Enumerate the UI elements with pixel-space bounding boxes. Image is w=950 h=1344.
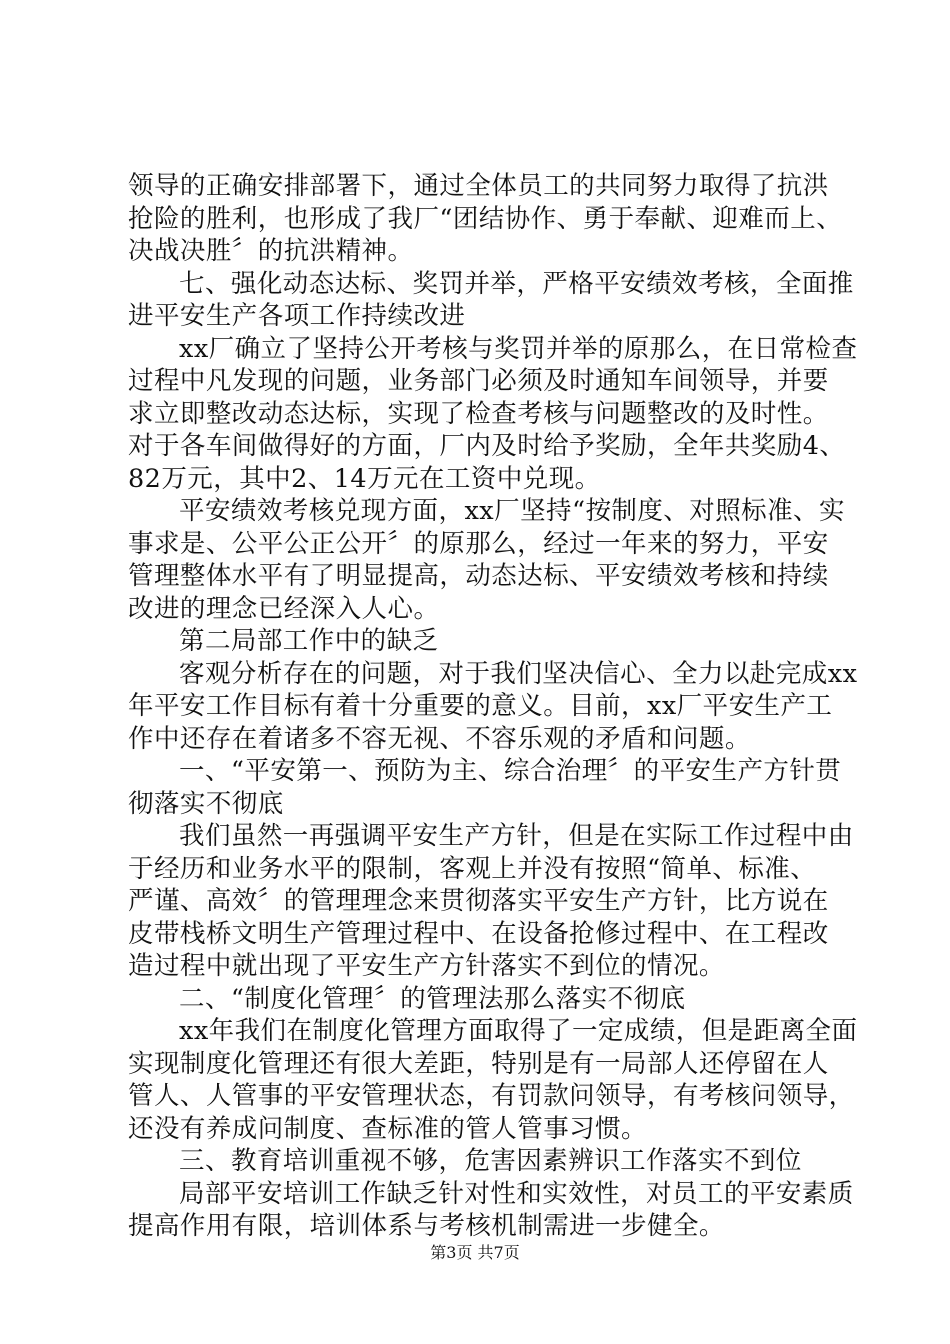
- section-heading: 七、强化动态达标、奖罚并举，严格平安绩效考核，全面推: [179, 268, 854, 299]
- paragraph-start: 客观分析存在的问题，对于我们坚决信心、全力以赴完成xx: [179, 658, 858, 689]
- text-line: 领导的正确安排部署下，通过全体员工的共同努力取得了抗洪: [128, 171, 829, 201]
- section-heading: 二、“制度化管理〞的管理法那么落实不彻底: [179, 983, 686, 1014]
- text-line: 于经历和业务水平的限制，客观上并没有按照“简单、标准、: [128, 853, 817, 884]
- text-line: 改进的理念已经深入人心。: [128, 593, 440, 624]
- text-line: 过程中凡发现的问题，业务部门必须及时通知车间领导，并要: [128, 366, 829, 396]
- text-line: 抢险的胜利，也形成了我厂“团结协作、勇于奉献、迎难而上、: [128, 203, 843, 234]
- paragraph-start: xx厂确立了坚持公开考核与奖罚并举的原那么，在日常检查: [179, 333, 858, 364]
- text-line: 年平安工作目标有着十分重要的意义。目前，xx厂平安生产工: [128, 691, 833, 721]
- text-line: 82万元，其中2、14万元在工资中兑现。: [128, 463, 601, 494]
- document-body: [128, 170, 858, 1243]
- paragraph-start: xx年我们在制度化管理方面取得了一定成绩，但是距离全面: [179, 1016, 858, 1046]
- text-line: 严谨、高效〞的管理理念来贯彻落实平安生产方针，比方说在: [128, 886, 829, 916]
- text-line: 事求是、公平公正公开〞的原那么，经过一年来的努力，平安: [128, 528, 829, 559]
- text-line: 提高作用有限，培训体系与考核机制需进一步健全。: [128, 1211, 725, 1241]
- text-line: 管人、人管事的平安管理状态，有罚款问领导，有考核问领导，: [128, 1081, 855, 1111]
- text-line: 皮带栈桥文明生产管理过程中、在设备抢修过程中、在工程改: [128, 918, 829, 949]
- page-number-footer: 第3页 共7页: [430, 1243, 520, 1262]
- paragraph-start: 局部平安培训工作缺乏针对性和实效性，对员工的平安素质: [179, 1178, 854, 1209]
- text-line: 作中还存在着诸多不容无视、不容乐观的矛盾和问题。: [128, 723, 751, 754]
- text-line: 对于各车间做得好的方面，厂内及时给予奖励，全年共奖励4、: [128, 431, 846, 461]
- section-heading: 一、“平安第一、预防为主、综合治理〞的平安生产方针贯: [179, 756, 842, 786]
- text-line: 求立即整改动态达标，实现了检查考核与问题整改的及时性。: [128, 398, 829, 429]
- text-line: 实现制度化管理还有很大差距，特别是有一局部人还停留在人: [128, 1048, 829, 1079]
- paragraph-start: 我们虽然一再强调平安生产方针，但是在实际工作过程中由: [179, 821, 854, 851]
- section-heading: 三、教育培训重视不够，危害因素辨识工作落实不到位: [179, 1146, 802, 1176]
- text-line: 决战决胜〞的抗洪精神。: [128, 236, 414, 266]
- text-line: 造过程中就出现了平安生产方针落实不到位的情况。: [128, 951, 725, 981]
- text-line: 还没有养成问制度、查标准的管人管事习惯。: [128, 1113, 648, 1144]
- paragraph-start: 平安绩效考核兑现方面，xx厂坚持“按制度、对照标准、实: [179, 496, 845, 526]
- text-line: 管理整体水平有了明显提高，动态达标、平安绩效考核和持续: [128, 561, 829, 591]
- section-heading-continued: 进平安生产各项工作持续改进: [128, 301, 466, 331]
- part-heading: 第二局部工作中的缺乏: [179, 626, 439, 656]
- section-heading-continued: 彻落实不彻底: [128, 788, 284, 819]
